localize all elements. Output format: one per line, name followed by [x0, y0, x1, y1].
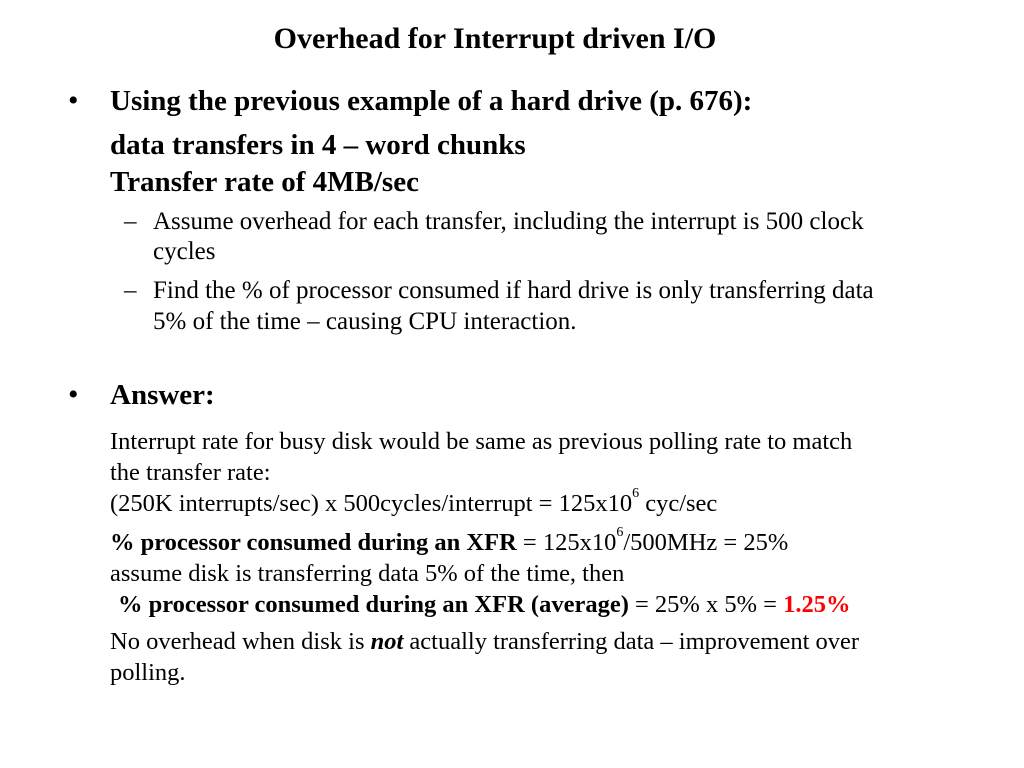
answer-p3-bold: % processor consumed during an XFR	[110, 529, 517, 556]
section1-line3: Transfer rate of 4MB/sec	[110, 166, 419, 198]
answer-p3	[110, 525, 789, 557]
answer-p5-result: 1.25%	[783, 591, 851, 618]
answer-p5-mid: = 25% x 5% =	[628, 591, 784, 618]
sub1-line2: cycles	[153, 238, 216, 265]
dash-2: –	[124, 277, 137, 304]
section1-line2: data transfers in 4 – word chunks	[110, 129, 526, 161]
section2-heading: Answer:	[110, 379, 215, 411]
sub1-line1: Assume overhead for each transfer, including the interrupt is 500 clock	[153, 208, 864, 235]
section1-heading: Using the previous example of a hard drive (p. 676):	[110, 85, 753, 117]
answer-p6-a: No overhead when disk is	[110, 628, 371, 655]
answer-p2-suffix: cyc/sec	[639, 490, 718, 517]
answer-p1-line1: Interrupt rate for busy disk would be same as previous polling rate to match	[110, 428, 853, 455]
dash-1: –	[124, 208, 137, 235]
bullet-2: •	[68, 378, 79, 411]
answer-p2-exponent: 6	[632, 486, 640, 501]
answer-p4: assume disk is transferring data 5% of the time, then	[110, 560, 625, 587]
answer-p1-line2: the transfer rate:	[110, 459, 271, 486]
slide-title: Overhead for Interrupt driven I/O	[273, 22, 717, 55]
sub2-line1: Find the % of processor consumed if hard drive is only transferring data	[153, 277, 874, 304]
answer-p6-not: not	[370, 628, 404, 655]
answer-p6-b: actually transferring data – improvement over	[403, 628, 860, 655]
answer-p5-bold: % processor consumed during an XFR (average)	[118, 591, 629, 618]
answer-p3-rest-b: /500MHz = 25%	[623, 529, 789, 556]
bullet-1: •	[68, 84, 79, 117]
answer-p6-line1	[110, 628, 859, 656]
answer-p6-line2: polling.	[110, 659, 186, 686]
answer-p2-prefix: (250K interrupts/sec) x 500cycles/interrupt = 125x10	[110, 490, 633, 517]
answer-p2	[110, 486, 718, 518]
sub2-line2: 5% of the time – causing CPU interaction.	[153, 308, 577, 335]
answer-p3-exponent: 6	[616, 525, 624, 540]
answer-p5	[118, 591, 850, 619]
answer-p3-rest-a: = 125x10	[516, 529, 617, 556]
